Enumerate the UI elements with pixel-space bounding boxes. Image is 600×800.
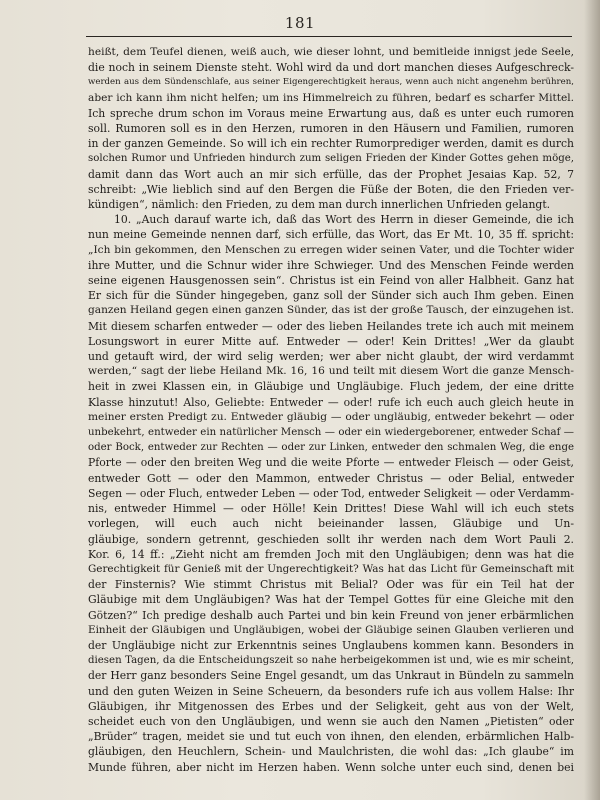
text-line: aber ich kann ihm nicht helfen; um ins Himmelreich zu führen, bedarf es scharfer Mittel.: [88, 91, 574, 104]
text-line: Klasse hinzutut! Also, Geliebte: Entweder — oder! rufe ich euch auch gleich heute in: [88, 395, 574, 409]
text-line: scheidet euch von den Ungläubigen, und wenn sie auch den Namen „Pietisten“ oder: [88, 714, 574, 728]
text-line: Ich spreche drum schon im Voraus meine Erwartung aus, daß es unter euch rumoren: [88, 106, 574, 120]
text-line: soll. Rumoren soll es in den Herzen, rumoren in den Häusern und Familien, rumoren: [88, 122, 574, 136]
page-number: 181: [284, 14, 316, 32]
text-line: Pforte — oder den breiten Weg und die weite Pforte — entweder Fleisch — oder Geist,: [88, 456, 574, 470]
text-line: heit in zwei Klassen ein, in Gläubige und Ungläubige. Fluch jedem, der eine dritte: [88, 380, 574, 394]
text-line: seine eigenen Hausgenossen sein“. Christus ist ein Feind von aller Halbheit. Ganz hat: [88, 274, 574, 288]
text-line: der Finsternis? Wie stimmt Christus mit Belial? Oder was für ein Teil hat der: [88, 578, 574, 592]
text-line: gläubige, sondern getrennt, geschieden sollt ihr werden nach dem Wort Pauli 2.: [88, 532, 574, 546]
text-line: Segen — oder Fluch, entweder Leben — oder Tod, entweder Seligkeit — oder Verdamm-: [88, 486, 574, 500]
page-edge-shadow: [584, 0, 600, 800]
text-line: Gläubigen, ihr Mitgenossen des Erbes und der Seligkeit, geht aus von der Welt,: [88, 699, 574, 713]
text-line: die noch in seinem Dienste steht. Wohl wird da und dort manchen dieses Aufgeschreck-: [88, 61, 574, 75]
text-line: Gläubige mit dem Ungläubigen? Was hat der Tempel Gottes für eine Gleiche mit den: [88, 593, 574, 607]
text-line: und getauft wird, der wird selig werden; wer aber nicht glaubt, der wird verdammt: [88, 350, 574, 364]
text-line: nis, entweder Himmel — oder Hölle! Kein Drittes! Diese Wahl will ich euch stets: [88, 502, 574, 516]
text-line: gläubigen, den Heuchlern, Schein- und Maulchristen, die wohl das: „Ich glaube“ im: [88, 745, 574, 759]
text-line: Götzen?“ Ich predige deshalb auch Partei und bin kein Freund von jener erbärmlichen: [88, 608, 574, 622]
body-text: [88, 45, 574, 775]
text-line: der Herr ganz besonders Seine Engel gesandt, um das Unkraut in Bündeln zu sammeln: [88, 669, 574, 683]
text-line: unbekehrt, entweder ein natürlicher Mensch — oder ein wiedergeborener, entweder Schaf —: [88, 427, 574, 439]
text-line: der Ungläubige nicht zur Erkenntnis seines Unglaubens kommen kann. Besonders in: [88, 638, 574, 652]
text-line: Kor. 6, 14 ff.: „Zieht nicht am fremden Joch mit den Ungläubigen; denn was hat die: [88, 547, 574, 561]
text-line: „Brüder“ tragen, meidet sie und tut euch von ihnen, den elenden, erbärmlichen Halb-: [88, 730, 574, 744]
text-line: Einheit der Gläubigen und Ungläubigen, wobei der Gläubige seinen Glauben verlieren und: [88, 623, 574, 636]
text-line: Mit diesem scharfen entweder — oder des lieben Heilandes trete ich auch mit meinem: [88, 319, 574, 333]
text-line: nun meine Gemeinde nennen darf, sich erfülle, das Wort, das Er Mt. 10, 35 ff. spricht:: [88, 228, 574, 242]
text-line: kündigen“, nämlich: den Frieden, zu dem man durch innerlichen Unfrieden gelangt.: [88, 198, 551, 212]
text-line: „Ich bin gekommen, den Menschen zu erregen wider seinen Vater, und die Tochter wider: [88, 243, 574, 256]
text-line: Gerechtigkeit für Genieß mit der Ungerechtigkeit? Was hat das Licht für Gemeinschaft mit: [88, 562, 574, 575]
text-line: in der ganzen Gemeinde. So will ich ein rechter Rumorprediger werden, damit es durch: [88, 137, 574, 151]
text-line: ihre Mutter, und die Schnur wider ihre Schwieger. Und des Menschen Feinde werden: [88, 258, 574, 272]
text-line: Munde führen, aber nicht im Herzen haben. Wenn solche unter euch sind, denen bei: [88, 760, 574, 774]
text-line: solchen Rumor und Unfrieden hindurch zum seligen Frieden der Kinder Gottes gehen möge,: [88, 153, 574, 165]
text-line: entweder Gott — oder den Mammon, entweder Christus — oder Belial, entweder: [88, 471, 574, 485]
text-line: werden aus dem Sündenschlafe, aus seiner Eigengerechtigkeit heraus, wenn auch nicht angenehm berühren,: [88, 77, 574, 88]
text-line: schreibt: „Wie lieblich sind auf den Bergen die Füße der Boten, die den Frieden ver-: [88, 182, 574, 196]
header-rule: [86, 36, 572, 37]
text-line: heißt, dem Teufel dienen, weiß auch, wie dieser lohnt, und bemitleide innigst jede Seele,: [88, 46, 574, 58]
text-line: oder Bock, entweder zur Rechten — oder zur Linken, entweder den schmalen Weg, die enge: [88, 442, 574, 454]
text-line: vorlegen, will euch auch nicht beieinander lassen, Gläubige und Un-: [88, 517, 574, 531]
text-line: werden,“ sagt der liebe Heiland Mk. 16, 16 und teilt mit diesem Wort die ganze Mensch-: [88, 365, 574, 378]
text-line: und den guten Weizen in Seine Scheuern, da besonders rufe ich aus vollem Halse: Ihr: [88, 684, 574, 698]
text-line: meiner ersten Predigt zu. Entweder gläubig — oder ungläubig, entweder bekehrt — oder: [88, 410, 574, 423]
text-line: ganzen Heiland gegen einen ganzen Sünder, das ist der große Tausch, der einzugehen ist.: [88, 304, 574, 317]
text-line: damit dann das Wort auch an mir sich erfülle, das der Prophet Jesaias Kap. 52, 7: [88, 167, 574, 181]
text-line: 10. „Auch darauf warte ich, daß das Wort des Herrn in dieser Gemeinde, die ich: [114, 213, 574, 227]
text-line: diesen Tagen, da die Entscheidungszeit so nahe herbeigekommen ist und, wie es mir scheint,: [88, 655, 574, 667]
text-line: Er sich für die Sünder hingegeben, ganz soll der Sünder sich auch Ihm geben. Einen: [88, 289, 574, 303]
text-line: Losungswort in eurer Mitte auf. Entweder — oder! Kein Drittes! „Wer da glaubt: [88, 334, 574, 348]
